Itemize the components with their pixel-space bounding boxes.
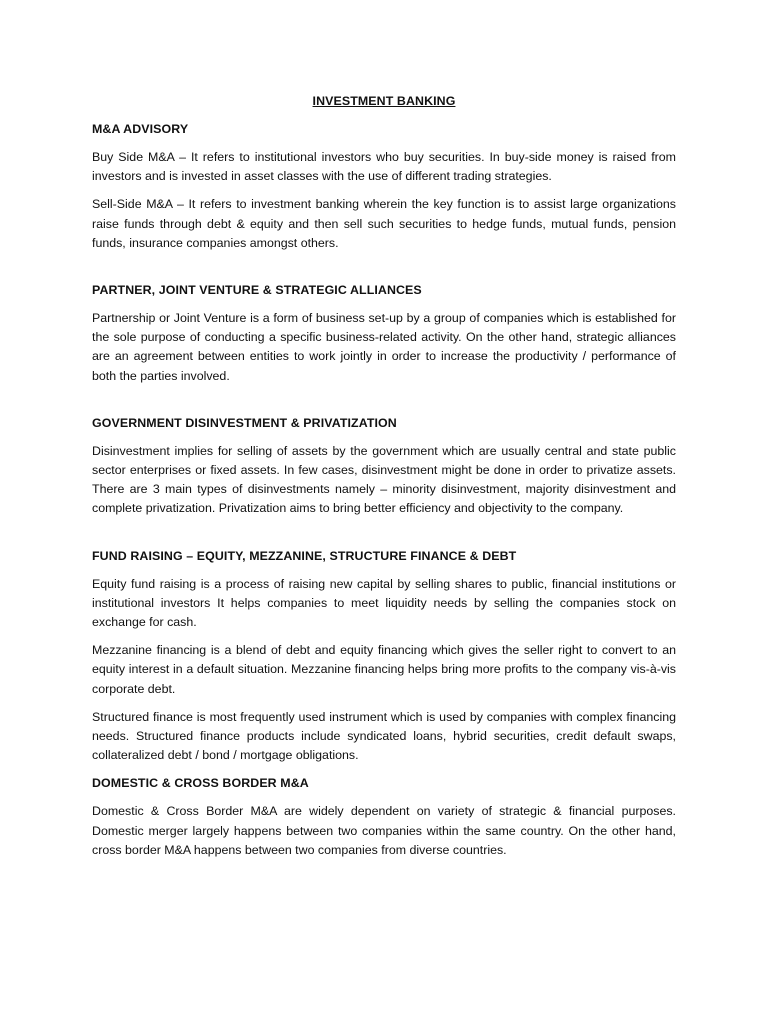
section-heading-fund-raising: FUND RAISING – EQUITY, MEZZANINE, STRUCTURE FINANCE & DEBT <box>92 548 517 563</box>
document-body <box>92 92 676 869</box>
section-heading-domestic-cross-border: DOMESTIC & CROSS BORDER M&A <box>92 776 309 791</box>
paragraph-equity-fund-raising: Equity fund raising is a process of raising new capital by selling shares to public, financial institutions or institutional investors It helps companies to meet liquidity needs by selling the companies stock on exchange for cash. <box>92 576 676 630</box>
paragraph-domestic-cross-border: Domestic & Cross Border M&A are widely dependent on variety of strategic & financial purposes. Domestic merger largely happens between two companies within the same country. On the other hand, cross border M&A happens between two companies from diverse countries. <box>92 804 676 857</box>
section-heading-partner-jv: PARTNER, JOINT VENTURE & STRATEGIC ALLIANCES <box>92 283 422 298</box>
section-spacer <box>92 528 676 547</box>
section-spacer <box>92 262 676 281</box>
section-heading-ma-advisory: M&A ADVISORY <box>92 122 189 136</box>
document-title: INVESTMENT BANKING <box>312 94 456 108</box>
section-spacer <box>92 395 676 414</box>
paragraph-partnership: Partnership or Joint Venture is a form of business set-up by a group of companies which is established for the sole purpose of conducting a specific business-related activity. On the other hand, strategic alliances are an agreement between entities to work jointly in order to increase the productivity / performance of both the parties involved. <box>92 311 676 383</box>
paragraph-buy-side: Buy Side M&A – It refers to institutional investors who buy securities. In buy-side money is raised from investors and is invested in asset classes with the use of different trading strategies. <box>92 150 676 184</box>
paragraph-structured-finance: Structured finance is most frequently used instrument which is used by companies with complex financing needs. Structured finance products include syndicated loans, hybrid securities, credit default swaps, collateralized debt / bond / mortgage obligations. <box>92 709 676 763</box>
section-heading-disinvestment: GOVERNMENT DISINVESTMENT & PRIVATIZATION <box>92 415 397 430</box>
paragraph-disinvestment: Disinvestment implies for selling of assets by the government which are usually central and state public sector enterprises or fixed assets. In few cases, disinvestment might be done in order to privatize assets. There are 3 main types of disinvestments namely – minority disinvestment, majority disinvestment and complete privatization. Privatization aims to bring better efficiency and objectivity to the company. <box>92 443 676 516</box>
paragraph-mezzanine: Mezzanine financing is a blend of debt and equity financing which gives the seller right to convert to an equity interest in a default situation. Mezzanine financing helps bring more profits to the company vis-à-vis corporate debt. <box>92 643 676 696</box>
paragraph-sell-side: Sell-Side M&A – It refers to investment banking wherein the key function is to assist large organizations raise funds through debt & equity and then sell such securities to hedge funds, mutual funds, pension funds, insurance companies amongst others. <box>92 197 676 250</box>
